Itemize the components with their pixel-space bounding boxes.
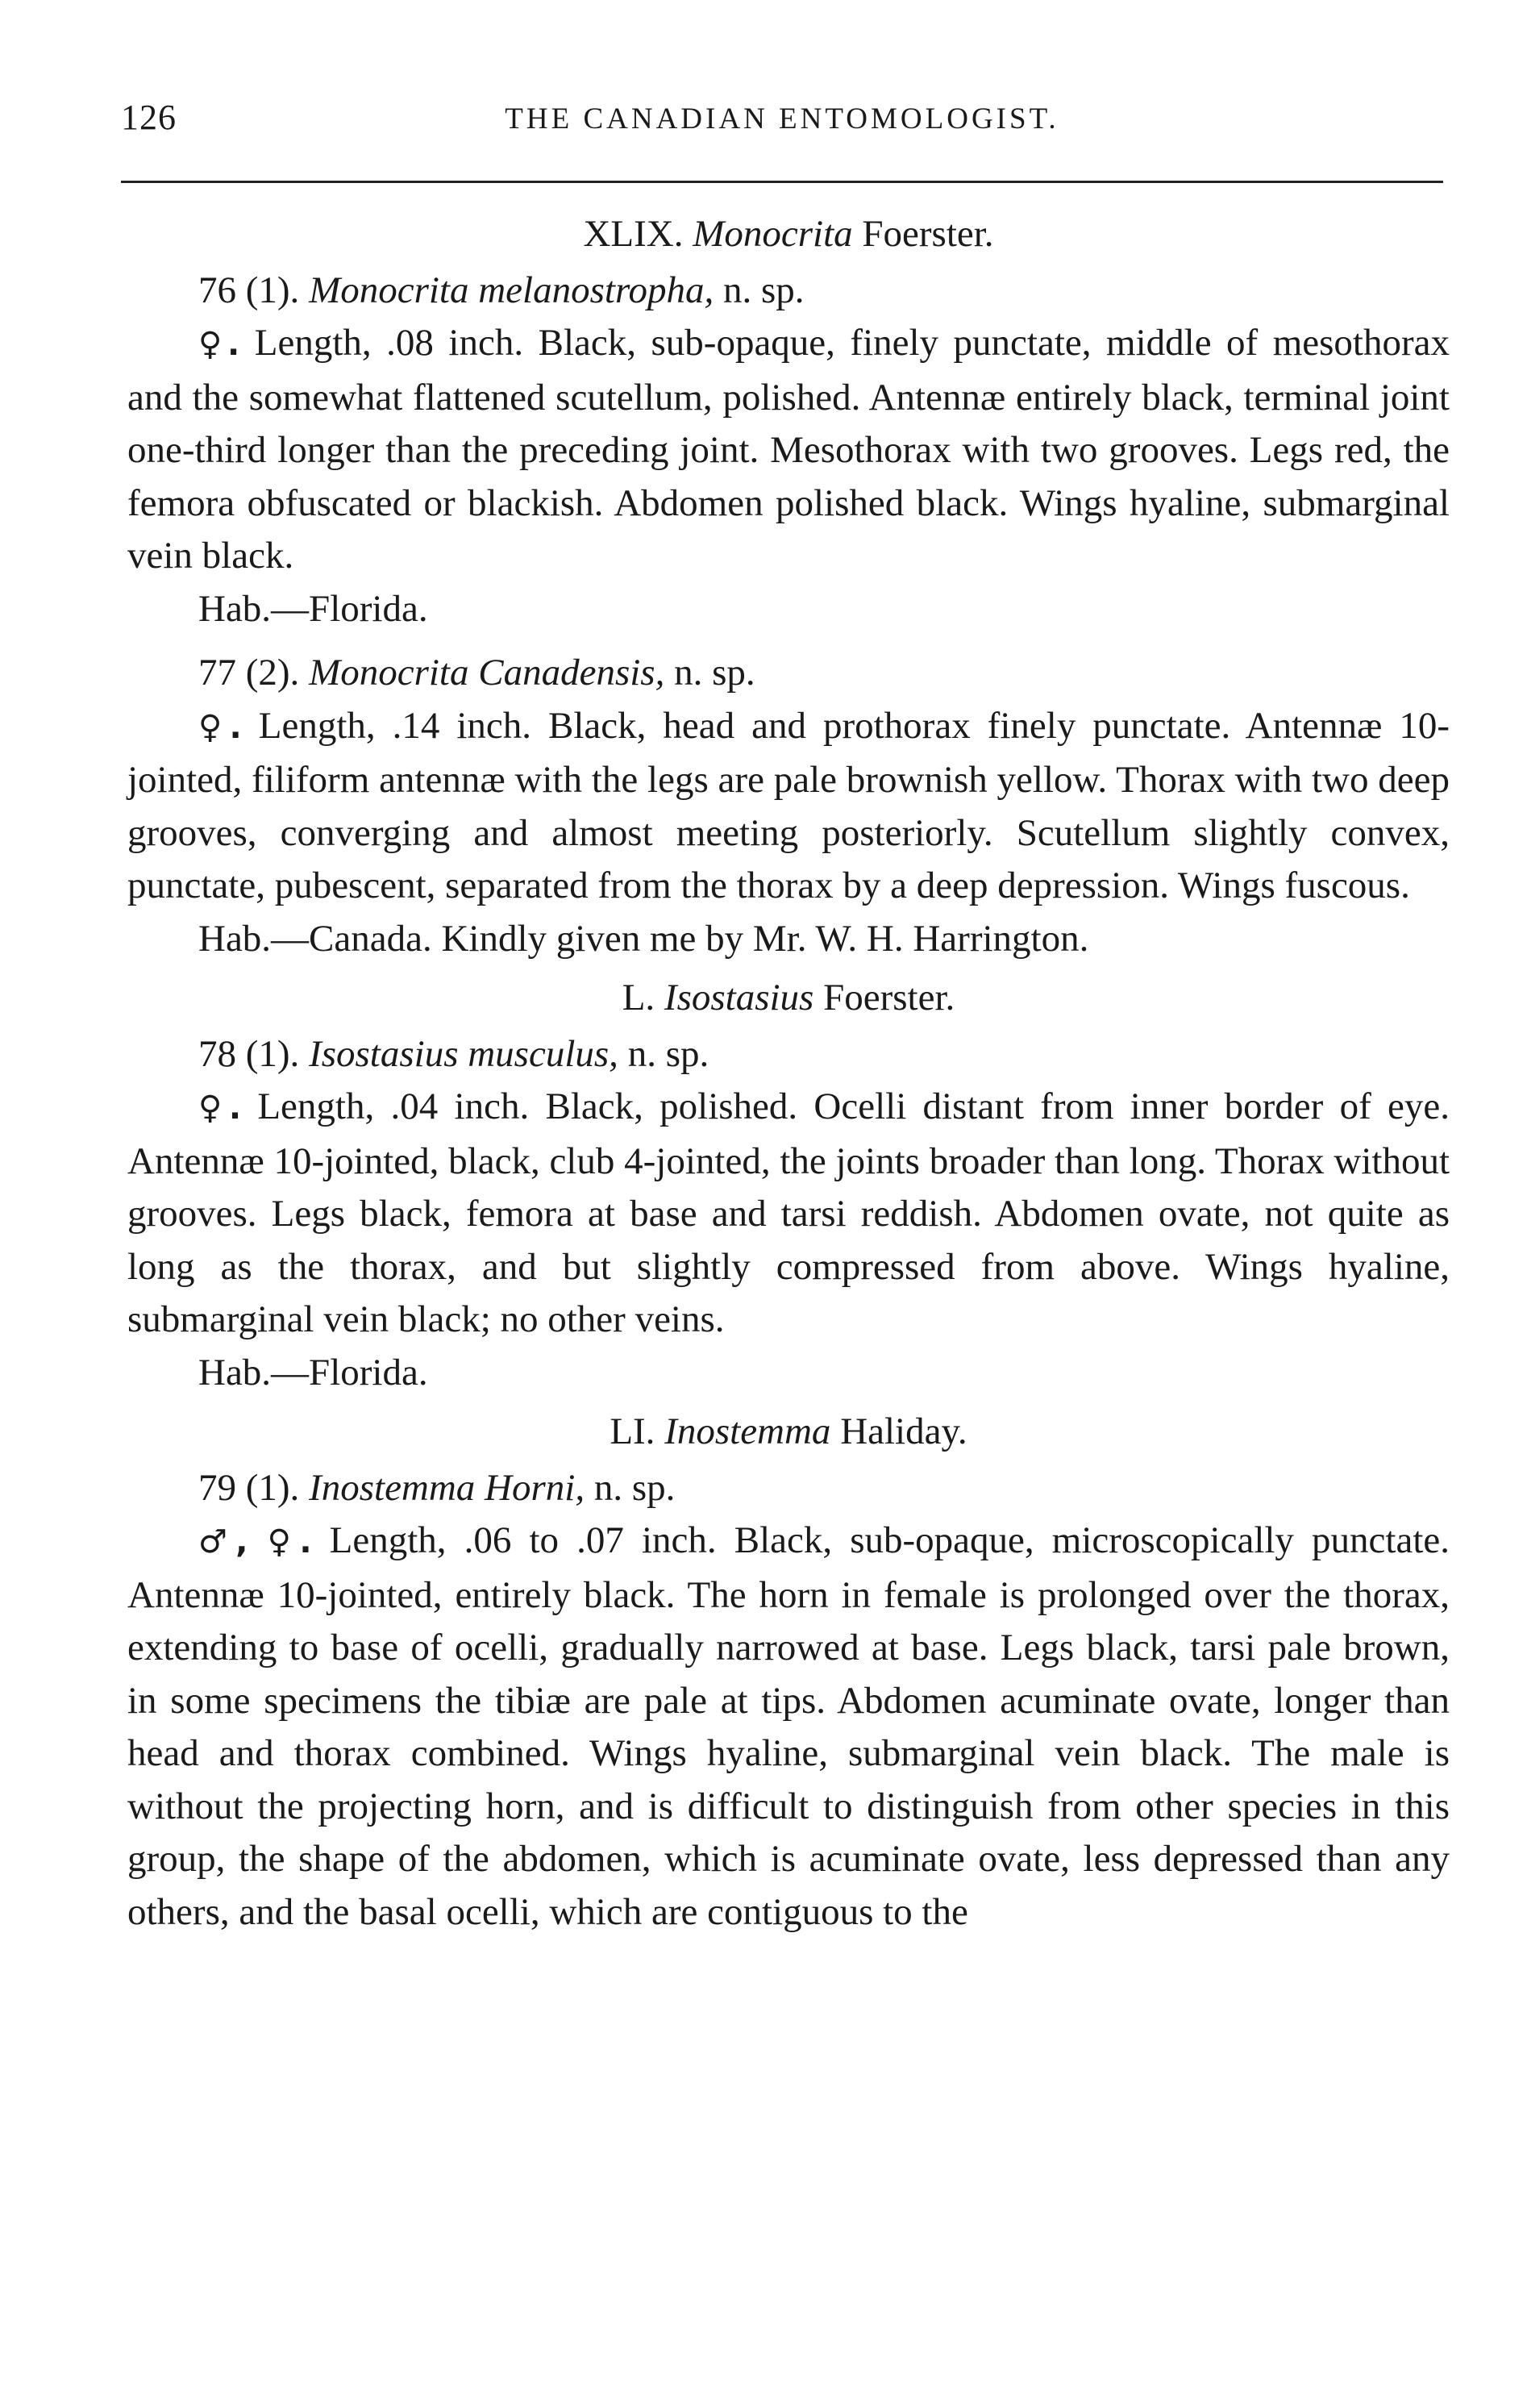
genus-name: Inostemma (664, 1410, 831, 1452)
species-heading-78 (127, 1028, 1450, 1081)
species-description-76 (127, 317, 1450, 583)
genus-numeral: XLIX. (583, 213, 684, 255)
female-symbol-icon: ♀. (198, 326, 240, 363)
species-habitat-76: Hab.—Florida. (198, 587, 428, 630)
genus-numeral: LI. (610, 1410, 655, 1452)
genus-heading-isostasius (127, 972, 1450, 1025)
female-symbol-icon: ♀. (198, 708, 242, 746)
genus-author: Haliday. (840, 1410, 967, 1452)
genus-heading-monocrita (127, 208, 1450, 261)
species-heading-77 (127, 647, 1450, 700)
header-rule (121, 181, 1443, 183)
running-head: THE CANADIAN ENTOMOLOGIST. (505, 102, 1059, 135)
description-text: Length, .06 to .07 inch. Black, sub-opaque, microscopically punctate. Antennæ 10-jointed, entirely black. The horn in female is prolonged over the thorax, extending to base of ocelli, gradually narrowed at base. Legs black, tarsi pale brown, in some specimens the tibiæ are pale at tips. Abdomen acuminate ovate, longer than head and thorax combined. Wings hyaline, submarginal vein black. The male is without the projecting horn, and is difficult to distinguish from other species in this group, the shape of the abdomen, which is acuminate ovate, less depressed than any others, and the basal ocelli, which are contiguous to the (127, 1519, 1450, 1933)
species-habitat-77: Hab.—Canada. Kindly given me by Mr. W. H. Harrington. (198, 917, 1089, 960)
description-text: Length, .14 inch. Black, head and prothorax finely punctate. Antennæ 10-jointed, filiform antennæ with the legs are pale brownish yellow. Thorax with two deep grooves, converging and almost meeting posteriorly. Scutellum slightly convex, punctate, pubescent, separated from the thorax by a deep depression. Wings fuscous. (127, 704, 1450, 906)
species-suffix: n. sp. (674, 652, 755, 694)
species-description-77 (127, 700, 1450, 913)
species-description-78 (127, 1081, 1450, 1347)
species-name: Monocrita melanostropha, (309, 269, 714, 311)
species-name: Inostemma Horni, (309, 1466, 585, 1509)
genus-name: Monocrita (693, 213, 853, 255)
species-number: 77 (2). (198, 652, 300, 694)
species-name: Isostasius musculus, (309, 1032, 618, 1075)
species-heading-76 (127, 265, 1450, 318)
species-suffix: n. sp. (593, 1466, 676, 1509)
species-number: 78 (1). (198, 1032, 300, 1075)
species-number: 79 (1). (198, 1466, 300, 1509)
female-symbol-icon: ♀. (198, 1089, 242, 1127)
species-number: 76 (1). (198, 269, 300, 311)
genus-name: Isostasius (664, 977, 814, 1019)
species-description-79 (127, 1514, 1450, 1939)
page-header (121, 90, 1443, 147)
species-suffix: n. sp. (723, 269, 805, 311)
genus-heading-inostemma (127, 1406, 1450, 1459)
page-number: 126 (121, 98, 177, 137)
male-female-symbol-icon: ♂, ♀. (198, 1523, 312, 1560)
species-name: Monocrita Canadensis, (309, 652, 665, 694)
description-text: Length, .04 inch. Black, polished. Ocelli distant from inner border of eye. Antennæ 10-jointed, black, club 4-jointed, the joints broader than long. Thorax without grooves. Legs black, femora at base and tarsi reddish. Abdomen ovate, not quite as long as the thorax, and but slightly compressed from above. Wings hyaline, submarginal vein black; no other veins. (127, 1085, 1450, 1340)
species-heading-79 (127, 1462, 1450, 1515)
species-habitat-78: Hab.—Florida. (198, 1351, 428, 1394)
genus-numeral: L. (622, 977, 655, 1019)
description-text: Length, .08 inch. Black, sub-opaque, finely punctate, middle of mesothorax and the somewhat flattened scutellum, polished. Antennæ entirely black, terminal joint one-third longer than the preceding joint. Mesothorax with two grooves. Legs red, the femora obfuscated or blackish. Abdomen polished black. Wings hyaline, submarginal vein black. (127, 322, 1450, 577)
body-text (127, 202, 1450, 1939)
species-suffix: n. sp. (627, 1032, 709, 1075)
genus-author: Foerster. (823, 977, 955, 1019)
genus-author: Foerster. (862, 213, 994, 255)
